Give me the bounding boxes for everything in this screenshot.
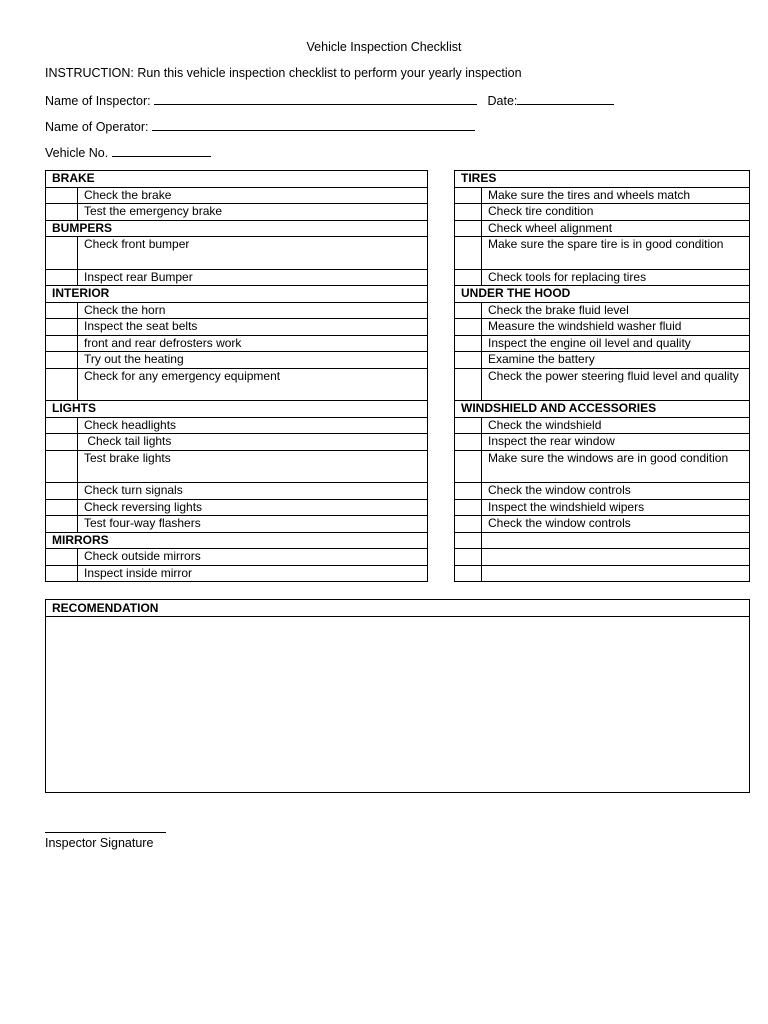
checklist-item-label: Inspect the engine oil level and quality [482,335,750,352]
checklist-row [455,220,750,237]
check-box-cell[interactable] [455,516,482,533]
signature-line[interactable] [45,832,166,833]
checklist-item-label: Examine the battery [482,352,750,369]
check-box-cell[interactable] [46,483,78,500]
section-header-row [46,286,428,303]
checklist-item-label: Check the horn [78,302,428,319]
checklist-row [46,417,428,434]
section-header: BUMPERS [46,220,428,237]
checklist-row [455,368,750,401]
check-box-cell[interactable] [455,204,482,221]
checklist-item-label: Check headlights [78,417,428,434]
checklist-row [46,565,428,582]
checklist-item-label: Inspect rear Bumper [78,269,428,286]
inspector-row [45,92,614,108]
checklist-item-label [482,532,750,549]
checklist-row [46,204,428,221]
checklist-row [455,204,750,221]
checklist-row [46,302,428,319]
checklist-item-label: Measure the windshield washer fluid [482,319,750,336]
checklist-item-label: Check wheel alignment [482,220,750,237]
checklist-item-label: Check the windshield [482,417,750,434]
instruction-text: INSTRUCTION: Run this vehicle inspection checklist to perform your yearly inspection [45,66,522,80]
operator-label: Name of Operator: [45,120,149,134]
section-header-row [46,171,428,188]
check-box-cell[interactable] [46,237,78,270]
section-header-row [455,401,750,418]
signature-label: Inspector Signature [45,836,154,850]
section-header-row [46,532,428,549]
recommendation-area[interactable] [46,617,749,792]
checklist-item-label: Inspect the seat belts [78,319,428,336]
checklist-item-label: Try out the heating [78,352,428,369]
checklist-row [46,516,428,533]
check-box-cell[interactable] [455,319,482,336]
check-box-cell[interactable] [46,565,78,582]
checklist-row [455,499,750,516]
checklist-row [455,319,750,336]
check-box-cell[interactable] [455,450,482,483]
check-box-cell[interactable] [455,483,482,500]
date-field[interactable] [517,92,614,105]
checklist-item-label: Check tire condition [482,204,750,221]
checklist-row [455,483,750,500]
check-box-cell[interactable] [46,434,78,451]
section-header: TIRES [455,171,750,188]
check-box-cell[interactable] [46,499,78,516]
check-box-cell[interactable] [46,549,78,566]
checklist-item-label: Test the emergency brake [78,204,428,221]
checklist-item-label: Make sure the windows are in good condition [482,450,750,483]
checklist-item-label: Check tools for replacing tires [482,269,750,286]
checklist-row [455,335,750,352]
check-box-cell[interactable] [46,335,78,352]
vehicle-number-field[interactable] [112,144,211,157]
checklist-row [455,532,750,549]
check-box-cell[interactable] [455,269,482,286]
checklist-row [455,565,750,582]
check-box-cell[interactable] [455,549,482,566]
checklist-item-label [482,565,750,582]
checklist-item-label: front and rear defrosters work [78,335,428,352]
check-box-cell[interactable] [46,352,78,369]
check-box-cell[interactable] [46,319,78,336]
check-box-cell[interactable] [455,532,482,549]
checklist-row [455,417,750,434]
checklist-item-label: Check the brake [78,187,428,204]
section-header: BRAKE [46,171,428,188]
check-box-cell[interactable] [455,368,482,401]
checklist-row [46,187,428,204]
checklist-item-label: Inspect inside mirror [78,565,428,582]
checklist-item-label: Check front bumper [78,237,428,270]
check-box-cell[interactable] [46,450,78,483]
section-header-row [46,220,428,237]
section-header: INTERIOR [46,286,428,303]
check-box-cell[interactable] [46,516,78,533]
section-header-row [46,401,428,418]
checklist-item-label: Check the brake fluid level [482,302,750,319]
check-box-cell[interactable] [455,187,482,204]
recommendation-box [45,599,750,793]
checklist-row [46,237,428,270]
checklist-row [46,319,428,336]
checklist-item-label: Check the window controls [482,483,750,500]
section-header: UNDER THE HOOD [455,286,750,303]
checklist-item-label: Test brake lights [78,450,428,483]
checklist-row [46,499,428,516]
checklist-row [455,434,750,451]
inspector-label: Name of Inspector: [45,94,151,108]
check-box-cell[interactable] [46,204,78,221]
section-header-row [455,286,750,303]
checklist-item-label: Check turn signals [78,483,428,500]
checklist-row [455,237,750,270]
check-box-cell[interactable] [455,237,482,270]
page-title: Vehicle Inspection Checklist [306,40,462,54]
checklist-row [455,269,750,286]
section-header: LIGHTS [46,401,428,418]
checklist-row [46,483,428,500]
checklist-item-label: Make sure the tires and wheels match [482,187,750,204]
vehicle-label: Vehicle No. [45,146,109,160]
check-box-cell[interactable] [46,302,78,319]
vehicle-row [45,144,211,160]
checklist-item-label: Inspect the rear window [482,434,750,451]
check-box-cell[interactable] [455,565,482,582]
checklist-item-label [482,549,750,566]
recommendation-heading: RECOMENDATION [46,600,749,617]
check-box-cell[interactable] [455,220,482,237]
check-box-cell[interactable] [46,368,78,401]
section-header: WINDSHIELD AND ACCESSORIES [455,401,750,418]
right-checklist-table [454,170,750,582]
check-box-cell[interactable] [46,187,78,204]
operator-name-field[interactable] [152,118,475,131]
checklist-item-label: Check for any emergency equipment [78,368,428,401]
section-header: MIRRORS [46,532,428,549]
checklist-row [455,302,750,319]
checklist-row [455,187,750,204]
checklist-row [455,516,750,533]
check-box-cell[interactable] [455,335,482,352]
check-box-cell[interactable] [455,434,482,451]
checklist-item-label: Check reversing lights [78,499,428,516]
check-box-cell[interactable] [46,417,78,434]
checklist-row [46,352,428,369]
checklist-row [46,335,428,352]
left-checklist-table [45,170,428,582]
checklist-item-label: Check outside mirrors [78,549,428,566]
checklist-row [46,549,428,566]
checklist-row [455,352,750,369]
inspector-name-field[interactable] [154,92,477,105]
checklist-item-label: Make sure the spare tire is in good condition [482,237,750,270]
check-box-cell[interactable] [455,417,482,434]
check-box-cell[interactable] [455,499,482,516]
checklist-item-label: Inspect the windshield wipers [482,499,750,516]
checklist-item-label: Test four-way flashers [78,516,428,533]
checklist-item-label: Check the window controls [482,516,750,533]
checklist-row [455,450,750,483]
operator-row [45,118,475,134]
section-header-row [455,171,750,188]
check-box-cell[interactable] [455,302,482,319]
checklist-item-label: Check tail lights [78,434,428,451]
check-box-cell[interactable] [455,352,482,369]
checklist-row [46,368,428,401]
checklist-row [46,434,428,451]
checklist-row [46,269,428,286]
checklist-item-label: Check the power steering fluid level and quality [482,368,750,401]
check-box-cell[interactable] [46,269,78,286]
checklist-row [455,549,750,566]
date-label: Date: [487,94,518,108]
checklist-row [46,450,428,483]
